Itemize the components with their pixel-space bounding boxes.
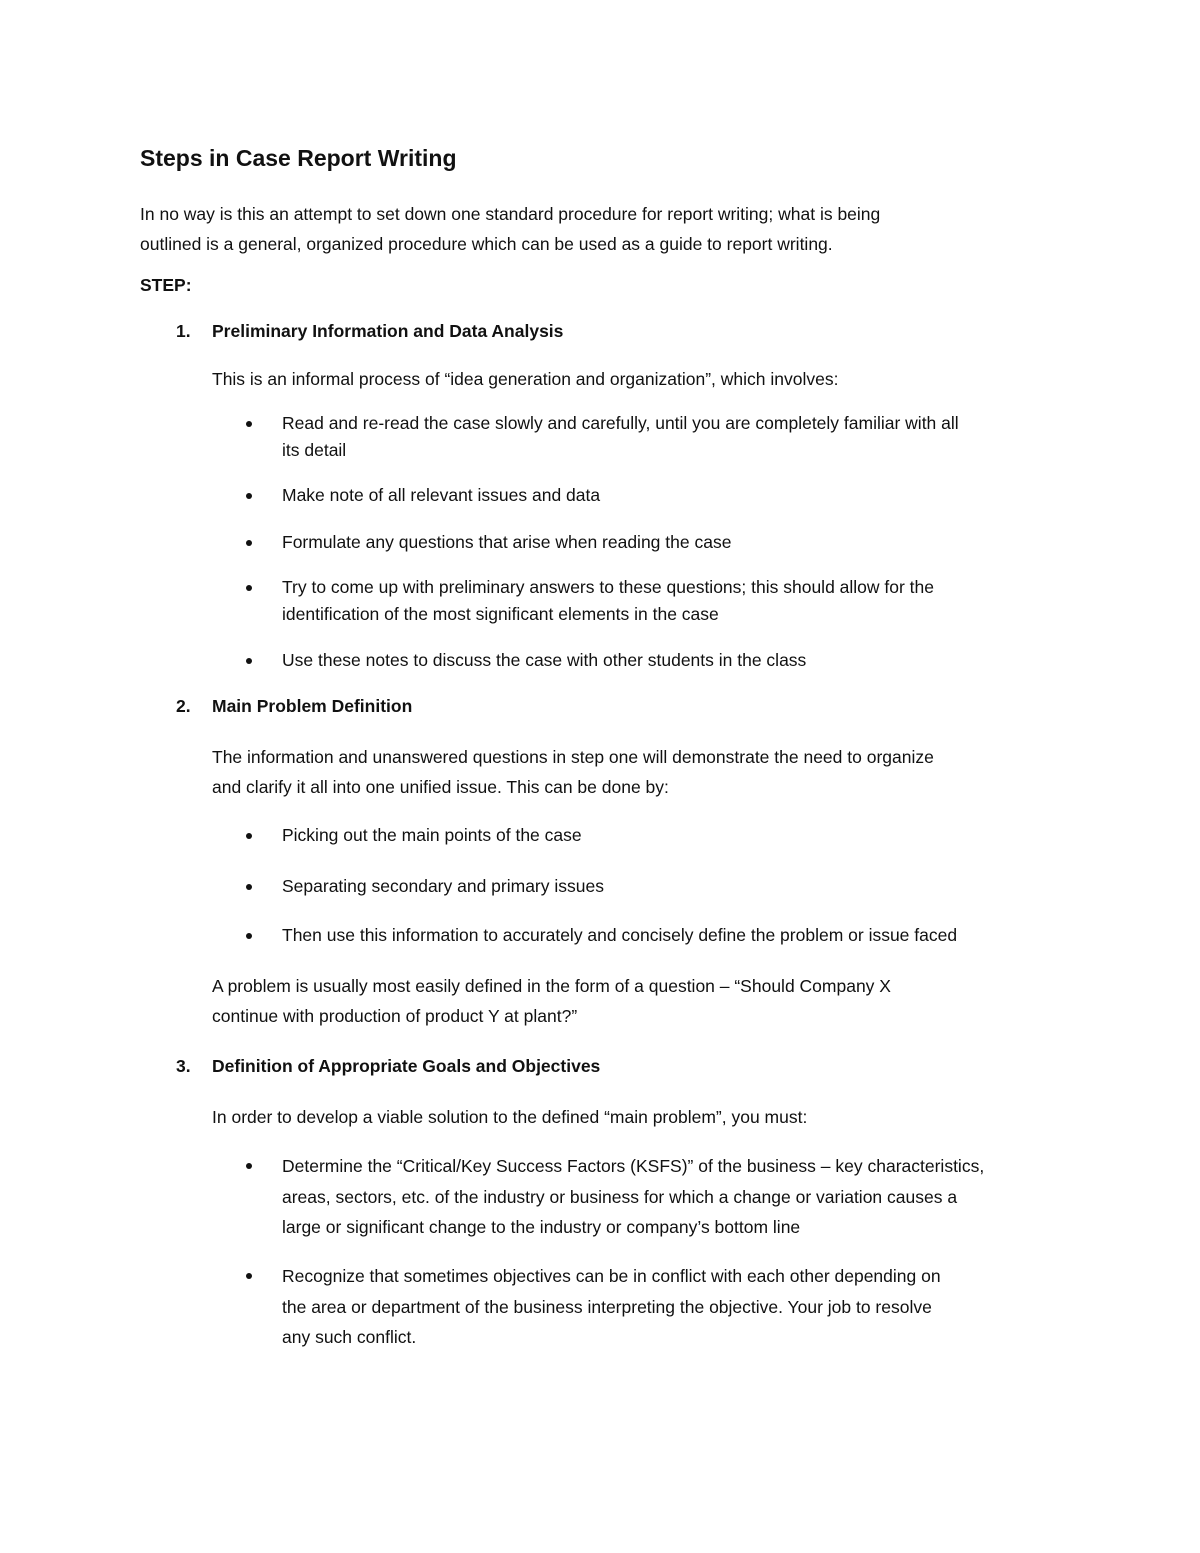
bullet-item [246,647,1036,674]
bullet-item [246,574,1036,628]
bullet-text: Formulate any questions that arise when reading the case [282,532,732,552]
lead-line: The information and unanswered questions in step one will demonstrate the need to organize [212,747,934,767]
bullet-text: Try to come up with preliminary answers to these questions; this should allow for the [282,577,935,597]
bullet-icon [246,1163,252,1169]
bullet-icon [246,658,252,664]
intro-paragraph [140,199,880,259]
bullet-item [246,1151,1036,1243]
bullet-icon [246,833,252,839]
bullet-text: Recognize that sometimes objectives can be in conflict with each other depending on [282,1266,941,1286]
section-heading [176,691,412,721]
bullet-item [246,873,1036,900]
bullet-item [246,482,1036,509]
section-number: 3. [176,1056,191,1076]
section-lead [212,742,934,802]
bullet-icon [246,884,252,890]
bullet-item [246,922,1036,949]
bullet-item [246,822,1036,849]
section-heading [176,316,563,346]
section-heading [176,1051,600,1081]
bullet-text: areas, sectors, etc. of the industry or business for which a change or variation causes a [282,1186,958,1207]
bullet-text: Use these notes to discuss the case with other students in the class [282,650,807,670]
bullet-text: Read and re-read the case slowly and carefully, until you are completely familiar with all [282,413,959,433]
section-title: Main Problem Definition [212,696,413,716]
bullet-text: identification of the most significant elements in the case [282,604,719,624]
section-title: Definition of Appropriate Goals and Objectives [212,1056,601,1076]
bullet-item [246,529,1036,556]
section-title: Preliminary Information and Data Analysis [212,321,564,341]
lead-line: and clarify it all into one unified issue. This can be done by: [212,777,669,797]
bullet-icon [246,493,252,499]
bullet-text: Picking out the main points of the case [282,825,582,845]
bullet-text: any such conflict. [282,1327,417,1347]
section-lead: In order to develop a viable solution to the defined “main problem”, you must: [212,1107,808,1127]
bullet-text: Make note of all relevant issues and data [282,485,601,505]
closing-line: continue with production of product Y at plant?” [212,1006,578,1026]
bullet-item [246,1261,1036,1353]
bullet-text: Separating secondary and primary issues [282,876,604,896]
closing-line: A problem is usually most easily defined in the form of a question – “Should Company X [212,976,891,996]
bullet-item [246,410,1036,464]
bullet-icon [246,585,252,591]
bullet-icon [246,540,252,546]
bullet-text: Then use this information to accurately and concisely define the problem or issue faced [282,925,958,945]
bullet-icon [246,1273,252,1279]
section-lead: This is an informal process of “idea generation and organization”, which involves: [212,369,839,389]
bullet-text: its detail [282,440,347,460]
bullet-text: the area or department of the business interpreting the objective. Your job to resolve [282,1296,932,1317]
intro-line: In no way is this an attempt to set down one standard procedure for report writing; what is being [140,204,881,224]
section-number: 1. [176,321,191,341]
document-title: Steps in Case Report Writing [140,145,457,171]
bullet-icon [246,421,252,427]
intro-line: outlined is a general, organized procedure which can be used as a guide to report writing. [140,234,833,254]
step-label: STEP: [140,275,192,295]
closing-paragraph [212,971,891,1031]
bullet-icon [246,933,252,939]
bullet-text: Determine the “Critical/Key Success Factors (KSFS)” of the business – key characteristics, [282,1156,985,1176]
section-number: 2. [176,696,191,716]
bullet-text: large or significant change to the industry or company’s bottom line [282,1217,801,1237]
